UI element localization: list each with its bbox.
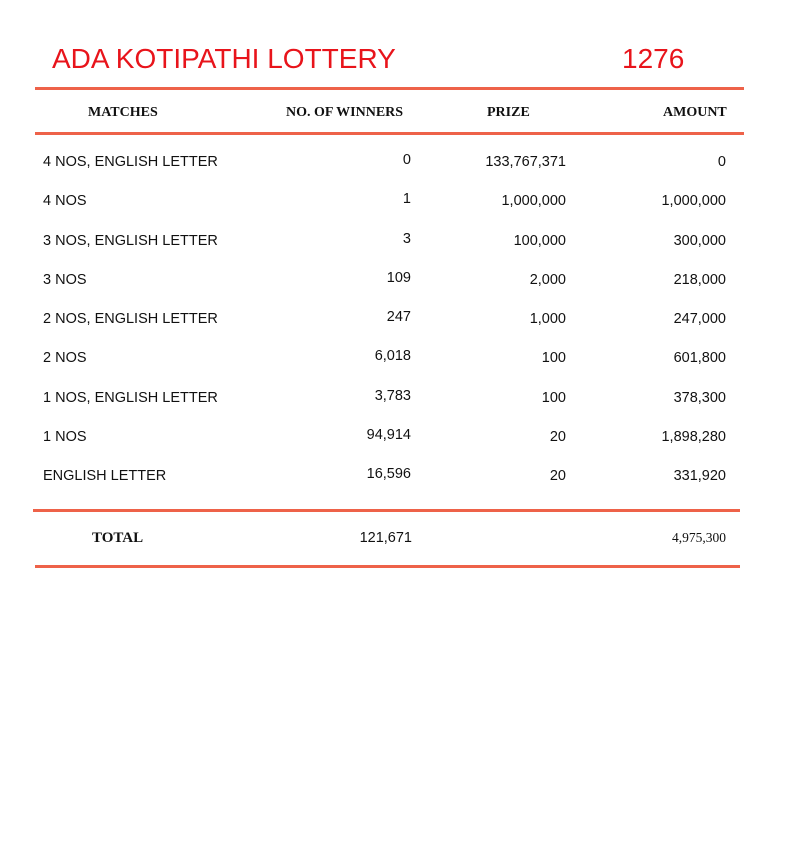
row-amount: 601,800 xyxy=(673,350,726,367)
total-bottom-rule xyxy=(35,565,740,568)
header-top-rule xyxy=(35,87,744,90)
table-row xyxy=(0,152,794,191)
row-match: ENGLISH LETTER xyxy=(43,468,167,485)
row-amount: 331,920 xyxy=(673,468,726,485)
draw-number: 1276 xyxy=(622,43,685,74)
row-match: 1 NOS xyxy=(43,429,87,446)
total-amount: 4,975,300 xyxy=(672,530,726,545)
row-prize: 100 xyxy=(541,389,566,406)
table-row xyxy=(0,388,794,427)
total-winners: 121,671 xyxy=(359,530,412,546)
row-match: 2 NOS xyxy=(43,350,87,367)
row-prize: 20 xyxy=(549,429,566,446)
row-match: 3 NOS xyxy=(43,271,87,288)
row-winners: 6,018 xyxy=(374,348,411,365)
row-prize: 2,000 xyxy=(529,271,566,288)
row-winners: 1 xyxy=(402,191,411,208)
row-prize: 1,000,000 xyxy=(501,193,566,210)
row-match: 3 NOS, ENGLISH LETTER xyxy=(43,232,218,249)
table-row xyxy=(0,466,794,505)
row-amount: 378,300 xyxy=(673,389,726,406)
col-header-matches: MATCHES xyxy=(88,105,158,120)
table-row xyxy=(0,270,794,309)
lottery-title: ADA KOTIPATHI LOTTERY xyxy=(52,43,396,74)
row-prize: 100,000 xyxy=(513,232,566,249)
row-amount: 247,000 xyxy=(673,311,726,328)
col-header-amount: AMOUNT xyxy=(663,105,727,120)
row-winners: 16,596 xyxy=(366,466,411,483)
row-prize: 20 xyxy=(549,468,566,485)
row-amount: 1,898,280 xyxy=(661,429,726,446)
table-row xyxy=(0,309,794,348)
row-winners: 109 xyxy=(386,269,411,286)
col-header-winners: NO. OF WINNERS xyxy=(286,105,404,120)
row-winners: 3,783 xyxy=(374,387,411,404)
table-row xyxy=(0,427,794,466)
table-row xyxy=(0,231,794,270)
row-amount: 1,000,000 xyxy=(661,193,726,210)
total-top-rule xyxy=(33,509,740,512)
row-match: 4 NOS xyxy=(43,193,87,210)
table-row xyxy=(0,348,794,387)
row-amount: 0 xyxy=(717,154,726,170)
row-prize: 1,000 xyxy=(529,311,566,328)
row-match: 1 NOS, ENGLISH LETTER xyxy=(43,389,218,406)
row-winners: 3 xyxy=(402,230,411,247)
row-prize: 100 xyxy=(541,350,566,367)
row-winners: 247 xyxy=(386,309,411,326)
row-prize: 133,767,371 xyxy=(485,154,566,170)
row-match: 2 NOS, ENGLISH LETTER xyxy=(43,311,218,328)
row-winners: 94,914 xyxy=(366,427,411,444)
row-match: 4 NOS, ENGLISH LETTER xyxy=(43,154,218,170)
row-amount: 300,000 xyxy=(673,232,726,249)
header-bottom-rule xyxy=(35,132,744,135)
table-row xyxy=(0,191,794,230)
col-header-prize: PRIZE xyxy=(487,105,530,120)
results-table-body xyxy=(0,152,794,506)
row-amount: 218,000 xyxy=(673,271,726,288)
row-winners: 0 xyxy=(402,152,411,168)
total-label: TOTAL xyxy=(92,530,144,546)
